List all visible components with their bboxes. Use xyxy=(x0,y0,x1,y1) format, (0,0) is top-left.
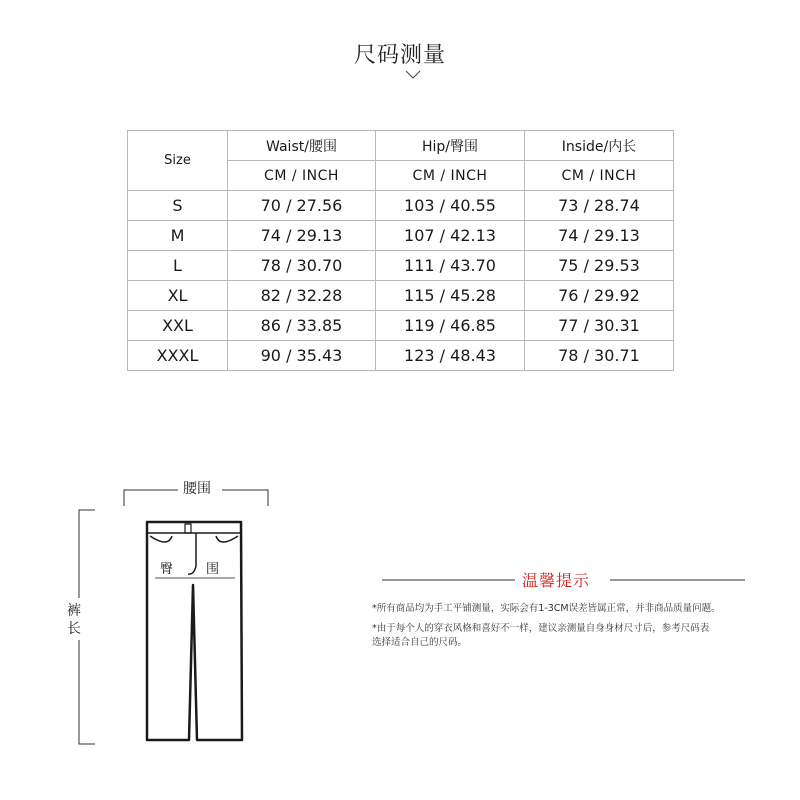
size-cell: L xyxy=(128,251,228,281)
inside-cell: 77 / 30.31 xyxy=(525,311,674,341)
size-column-header: Size xyxy=(128,131,228,191)
waist-column-header: Waist/腰围 xyxy=(228,131,376,161)
hip-column-header: Hip/臀围 xyxy=(376,131,525,161)
hip-cell: 115 / 45.28 xyxy=(376,281,525,311)
hip-unit-header: CM / INCH xyxy=(376,161,525,191)
waist-cell: 74 / 29.13 xyxy=(228,221,376,251)
waist-cell: 86 / 33.85 xyxy=(228,311,376,341)
size-cell: XXXL xyxy=(128,341,228,371)
page-title: 尺码测量 xyxy=(353,43,446,68)
hip-cell: 111 / 43.70 xyxy=(376,251,525,281)
size-cell: XL xyxy=(128,281,228,311)
tip-item: *所有商品均为手工平铺测量，实际会有1-3CM误差皆属正常，并非商品质量问题。 xyxy=(372,603,721,614)
tip-item: *由于每个人的穿衣风格和喜好不一样，建议亲测量自身身材尺寸后，参考尺码表 选择适合自己的尺码。 xyxy=(372,623,710,648)
inside-unit-header: CM / INCH xyxy=(525,161,674,191)
waist-unit-header: CM / INCH xyxy=(228,161,376,191)
hip-label-right: 围 xyxy=(206,562,220,577)
inside-column-header: Inside/内长 xyxy=(525,131,674,161)
hip-cell: 119 / 46.85 xyxy=(376,311,525,341)
hip-cell: 123 / 48.43 xyxy=(376,341,525,371)
size-cell: S xyxy=(128,191,228,221)
inside-cell: 78 / 30.71 xyxy=(525,341,674,371)
inside-cell: 73 / 28.74 xyxy=(525,191,674,221)
size-cell: XXL xyxy=(128,311,228,341)
waist-cell: 90 / 35.43 xyxy=(228,341,376,371)
inside-cell: 75 / 29.53 xyxy=(525,251,674,281)
tips-title: 温馨提示 xyxy=(522,571,591,590)
waist-cell: 78 / 30.70 xyxy=(228,251,376,281)
hip-cell: 107 / 42.13 xyxy=(376,221,525,251)
waist-label: 腰围 xyxy=(180,478,214,498)
hip-cell: 103 / 40.55 xyxy=(376,191,525,221)
waist-cell: 82 / 32.28 xyxy=(228,281,376,311)
length-label: 裤长 xyxy=(67,603,81,637)
inside-cell: 74 / 29.13 xyxy=(525,221,674,251)
hip-label-left: 臀 xyxy=(160,562,174,577)
size-cell: M xyxy=(128,221,228,251)
inside-cell: 76 / 29.92 xyxy=(525,281,674,311)
waist-cell: 70 / 27.56 xyxy=(228,191,376,221)
